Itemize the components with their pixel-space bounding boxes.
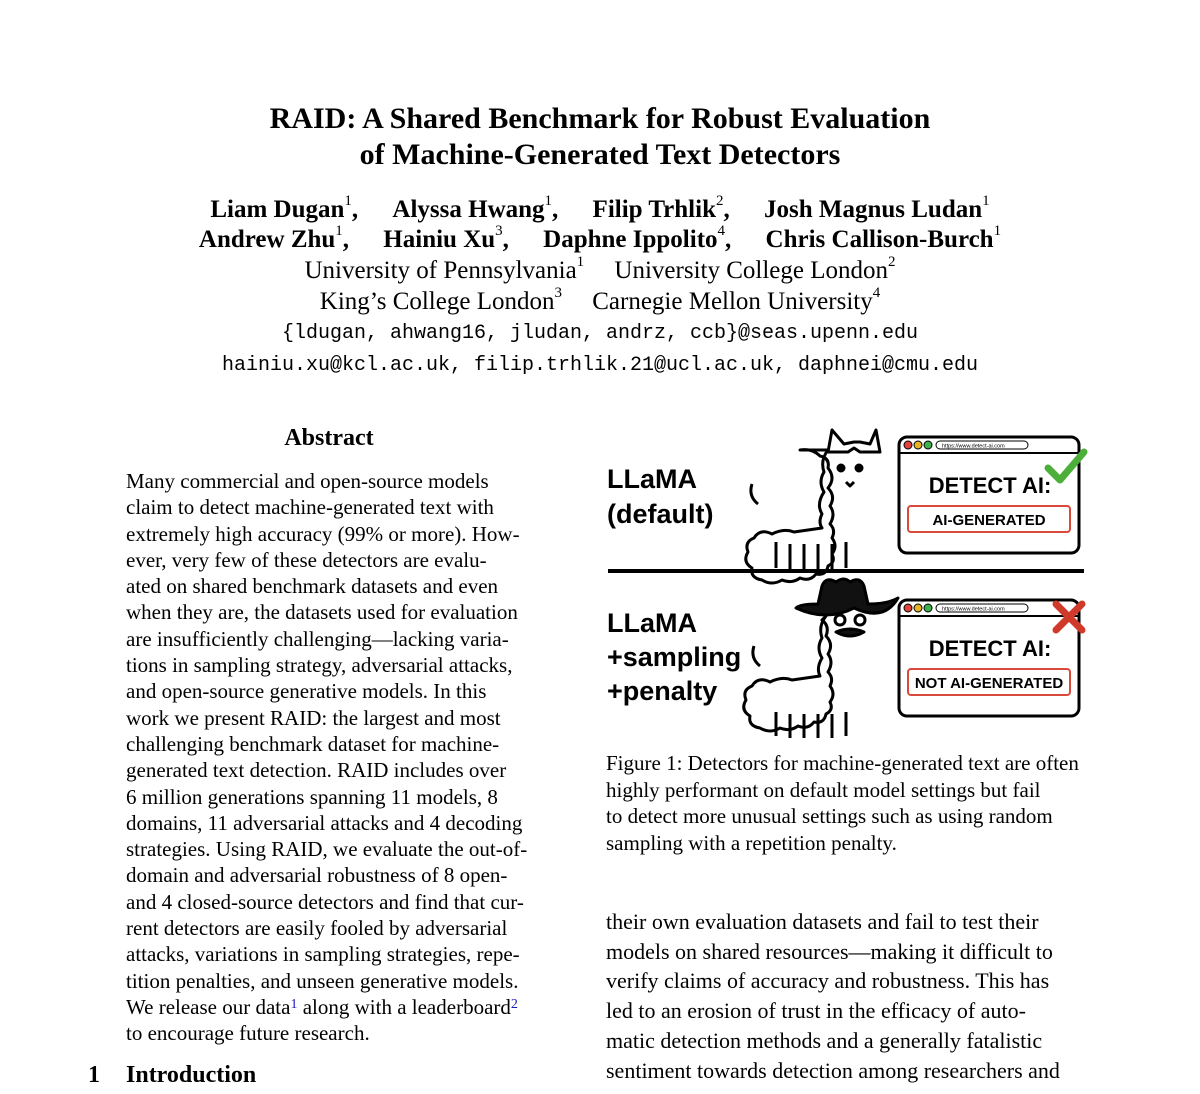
body-line: led to an erosion of trust in the efficacy of auto- [606,998,1026,1024]
abstract-line: ated on shared benchmark datasets and even [126,574,499,599]
abstract-line: rent detectors are easily fooled by adversarial [126,916,508,941]
detect-label-bottom: DETECT AI: [928,636,1052,661]
right-column-body [606,907,1088,1085]
section-title: Introduction [126,1062,257,1088]
abstract-line: when they are, the datasets used for evaluation [126,600,518,625]
email-line-2: hainiu.xu@kcl.ac.uk, filip.trhlik.21@ucl.ac.uk, daphnei@cmu.edu [221,354,979,377]
abstract-line: ever, very few of these detectors are evalu- [126,547,487,572]
red-dot-icon [904,604,912,612]
section-heading [88,1062,256,1089]
abstract-line: generated text detection. RAID includes over [126,758,507,783]
abstract-line: tions in sampling strategy, adversarial attacks, [126,653,513,678]
abstract-line: and open-source generative models. In this [126,679,487,704]
title-line-1: RAID: A Shared Benchmark for Robust Evaluation [269,102,931,135]
abstract-line: We release our data$^1$ along with a leaderboard$^2$ [126,994,518,1019]
llama-default-icon [746,430,880,583]
title-line-2: of Machine-Generated Text Detectors [359,138,841,171]
author: Hainiu Xu$^3$, [383,223,509,253]
affiliation: King’s College London$^3$ [319,285,562,315]
caption-line: to detect more unusual settings such as using random [606,804,1053,828]
browser-url-top: https://www.detect-ai.com [942,443,1005,450]
figure-caption [606,750,1088,856]
fig-top-label-2: (default) [607,499,714,529]
author: Filip Trhlik$^2$, [592,193,730,223]
figure-1 [600,420,1100,740]
abstract-line: extremely high accuracy (99% or more). How- [126,521,520,546]
result-label-bottom: NOT AI-GENERATED [914,675,1064,692]
fig-bottom-label-1: LLaMA [607,608,697,638]
abstract-line: attacks, variations in sampling strategies, repe- [126,942,520,967]
abstract-line: strategies. Using RAID, we evaluate the out-of- [126,837,528,862]
body-line: matic detection methods and a generally fatalistic [606,1027,1043,1053]
browser-window-bottom [899,600,1079,716]
abstract-line: Many commercial and open-source models [126,469,489,493]
green-dot-icon [924,604,932,612]
author: Andrew Zhu$^1$, [198,223,350,253]
affiliation: University College London$^2$ [614,254,896,284]
body-line: verify claims of accuracy and robustness. This has [606,968,1050,994]
body-line: their own evaluation datasets and fail to test their [606,909,1039,934]
section-number: 1 [88,1062,100,1088]
author: Liam Dugan$^1$, [210,193,359,223]
author: Chris Callison-Burch$^1$ [765,223,1002,253]
footnote-link-1[interactable]: 1 [290,996,298,1012]
body-line: sentiment towards detection among researchers and [606,1057,1060,1083]
author: Daphne Ippolito$^4$, [543,223,732,253]
abstract-line: challenging benchmark dataset for machine- [126,731,500,756]
body-line: models on shared resources—making it difficult to [606,938,1053,964]
paper-title [0,101,1200,173]
abstract-line: are insufficiently challenging—lacking varia- [126,626,509,651]
abstract-line: claim to detect machine-generated text with [126,495,494,520]
authors-row-2 [0,223,1200,254]
abstract-line: tition penalties, and unseen generative models. [126,968,519,993]
caption-line: sampling with a repetition penalty. [606,830,897,855]
author: Alyssa Hwang$^1$, [392,193,559,223]
email-line-1: {ldugan, ahwang16, jludan, andrz, ccb}@seas.upenn.edu [281,322,919,345]
fig-bottom-label-3: +penalty [607,676,718,706]
red-dot-icon [904,441,912,449]
fig-bottom-label-2: +sampling [607,642,742,672]
yellow-dot-icon [914,441,922,449]
abstract-line: and 4 closed-source detectors and find that cur- [126,889,524,914]
abstract-line: domains, 11 adversarial attacks and 4 decoding [126,810,523,835]
detect-label-top: DETECT AI: [928,473,1052,498]
llama-cowboy-icon [744,579,898,738]
abstract-line: to encourage future research. [126,1021,370,1046]
browser-window-top [899,437,1079,553]
affiliations-row-2 [0,285,1200,316]
footnote-link-2[interactable]: 2 [510,996,518,1012]
author: Josh Magnus Ludan$^1$ [763,193,990,223]
result-label-top: AI-GENERATED [932,512,1046,529]
authors-row-1 [0,193,1200,224]
green-dot-icon [924,441,932,449]
abstract-line: 6 million generations spanning 11 models, 8 [126,784,498,809]
abstract-line: domain and adversarial robustness of 8 open- [126,863,508,888]
fig-top-label-1: LLaMA [607,464,697,494]
yellow-dot-icon [914,604,922,612]
abstract-heading: Abstract [284,425,374,451]
affiliations-row-1 [0,254,1200,285]
caption-line: Figure 1: Detectors for machine-generated text are often [606,751,1079,775]
caption-line: highly performant on default model settings but fail [606,777,1041,802]
abstract-line: work we present RAID: the largest and most [126,705,501,730]
affiliation: Carnegie Mellon University$^4$ [592,285,881,315]
abstract-body [126,468,532,1047]
browser-url-bottom: https://www.detect-ai.com [942,606,1005,613]
affiliation: University of Pennsylvania$^1$ [304,254,585,284]
